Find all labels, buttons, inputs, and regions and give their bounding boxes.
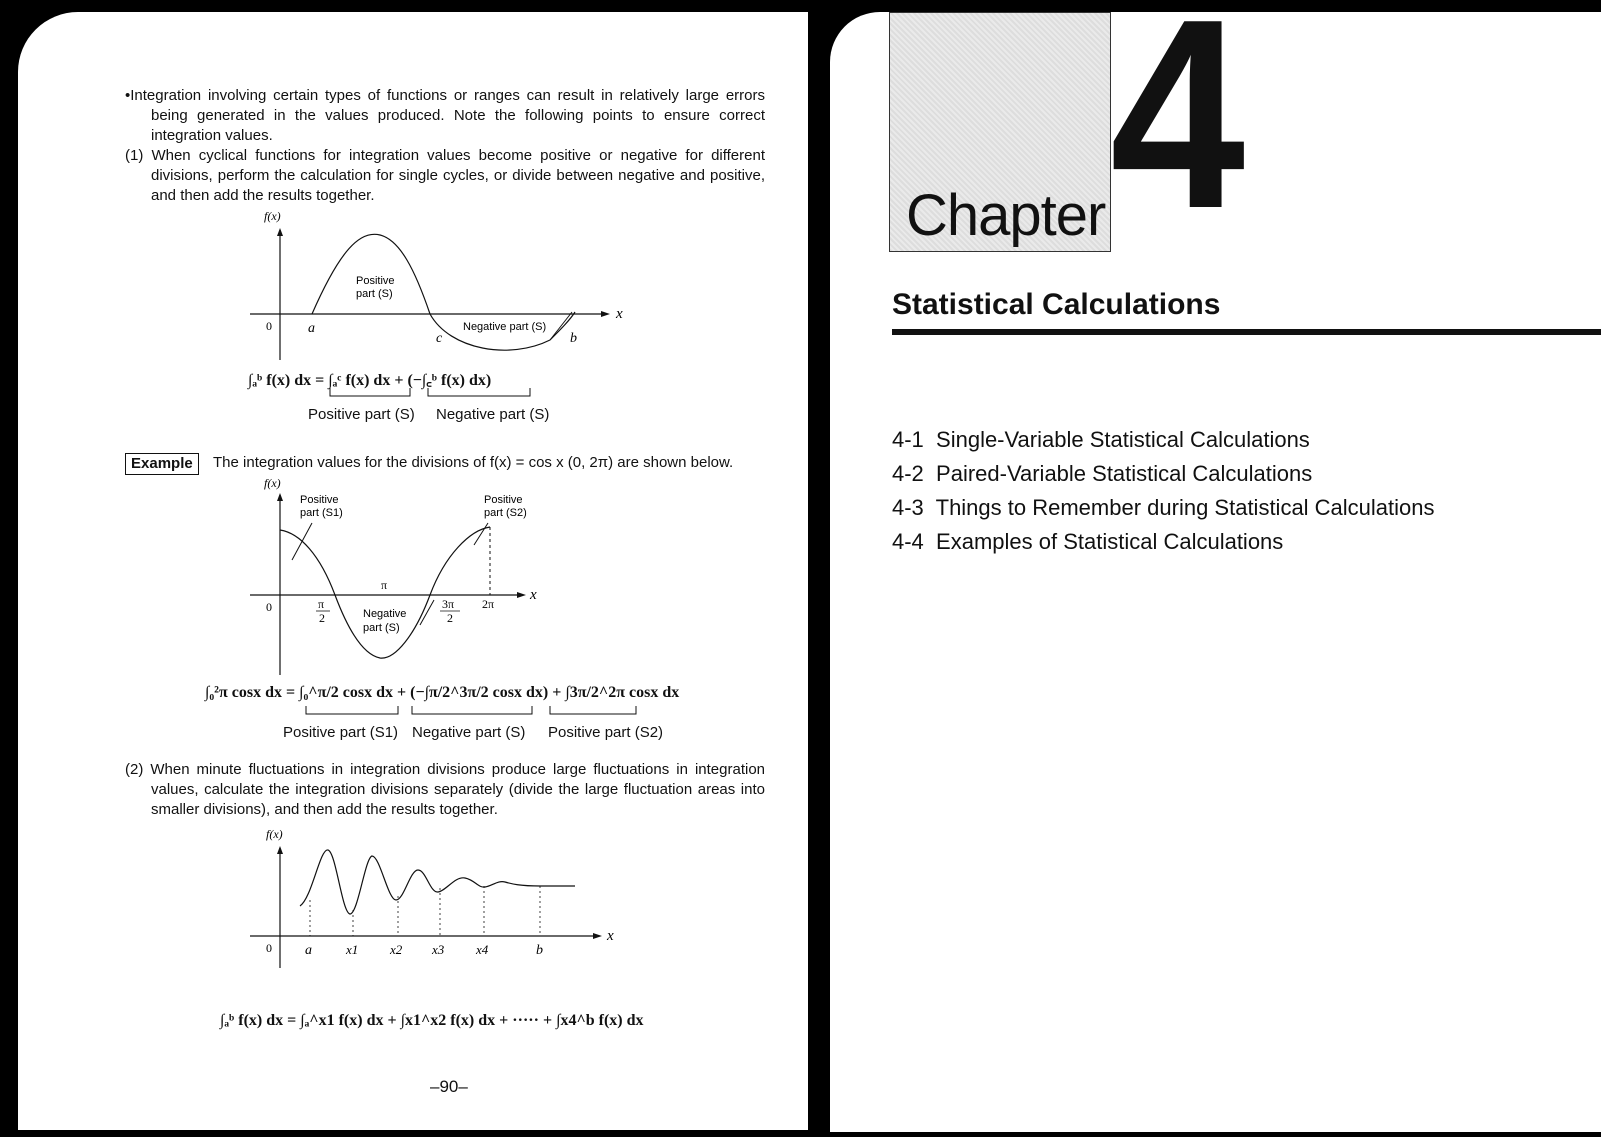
graph2-pi-half-num: π [318, 597, 325, 611]
graph2-pi-half-den: 2 [319, 611, 325, 625]
toc-title: Single-Variable Statistical Calculations [936, 427, 1310, 452]
point-2-paragraph: (2) When minute fluctuations in integration divisions produce large fluctuations in integration values, calculate the integration divisions separately (divide the large fluctuation areas into smaller divisions), and then add the results together. [125, 761, 765, 818]
graph2-2pi: 2π [482, 597, 495, 611]
graph1-b: b [570, 331, 577, 346]
toc-item [892, 495, 1435, 521]
graph1-pos-label-2: part (S) [356, 288, 393, 300]
toc-item [892, 427, 1310, 453]
toc-item [892, 529, 1283, 555]
formula-2: ∫₀²π cosx dx = ∫₀^π/2 cosx dx + (−∫π/2^3π/2 cosx dx) + ∫3π/2^2π cosx dx [205, 684, 680, 701]
formula2-caption-pos1: Positive part (S1) [283, 724, 399, 741]
formula2-caption-neg: Negative part (S) [412, 724, 526, 741]
formula1-brackets [300, 388, 540, 400]
chapter-number: 4 [1110, 0, 1246, 265]
example-text: The integration values for the divisions of f(x) = cos x (0, 2π) are shown below. [213, 454, 734, 471]
intro-paragraph: •Integration involving certain types of functions or ranges can result in relatively large errors being generated in the values produced. Note the following points to ensure correct integration values. [125, 87, 765, 144]
toc-item [892, 461, 1312, 487]
graph3-a: a [305, 943, 312, 958]
toc-number: 4-3 [892, 495, 924, 520]
graph1-pos-label-1: Positive [356, 275, 395, 287]
graph3-x3: x3 [432, 942, 445, 957]
graph3-b: b [536, 943, 543, 958]
graph2-origin: 0 [266, 600, 272, 614]
toc-number: 4-1 [892, 427, 924, 452]
graph-cosine [250, 475, 550, 675]
chapter-title: Statistical Calculations [892, 288, 1221, 321]
graph-positive-negative [250, 210, 630, 360]
chapter-title-rule [892, 329, 1601, 335]
point-1-paragraph: (1) When cyclical functions for integration values become positive or negative for different divisions, perform the calculation for single cycles, or divide between negative and positive, and then add the results together. [125, 147, 765, 204]
graph3-x4: x4 [476, 942, 489, 957]
formula2-caption-pos2: Positive part (S2) [548, 724, 664, 741]
graph2-neg-2: part (S) [363, 622, 400, 634]
graph3-origin: 0 [266, 941, 272, 955]
graph2-pi: π [381, 578, 388, 592]
formula2-brackets [300, 706, 650, 718]
example-label: Example [125, 453, 199, 475]
graph2-y-label: f(x) [264, 476, 281, 490]
graph2-3pi-den: 2 [447, 611, 453, 625]
chapter-word: Chapter [906, 183, 1106, 248]
graph2-x-label: x [530, 587, 537, 603]
toc-title: Examples of Statistical Calculations [936, 529, 1284, 554]
toc-number: 4-2 [892, 461, 924, 486]
graph2-pos1-2: part (S1) [300, 507, 343, 519]
formula1-caption-negative: Negative part (S) [436, 406, 550, 423]
graph2-neg-1: Negative [363, 608, 407, 620]
graph3-x1: x1 [346, 942, 359, 957]
graph1-origin: 0 [266, 319, 272, 333]
graph-fluctuation [250, 828, 630, 968]
formula-3: ∫ₐᵇ f(x) dx = ∫ₐ^x1 f(x) dx + ∫x1^x2 f(x) dx + ····· + ∫x4^b f(x) dx [220, 1012, 644, 1029]
page-number: –90– [430, 1077, 468, 1096]
toc-title: Paired-Variable Statistical Calculations [936, 461, 1313, 486]
graph1-x-label: x [616, 306, 623, 322]
graph1-a: a [308, 321, 315, 336]
graph3-x2: x2 [390, 942, 403, 957]
graph2-pos2-1: Positive [484, 494, 523, 506]
graph1-neg-label: Negative part (S) [463, 321, 547, 333]
graph1-y-label: f(x) [264, 209, 281, 223]
toc-number: 4-4 [892, 529, 924, 554]
graph2-pos2-2: part (S2) [484, 507, 527, 519]
graph3-y-label: f(x) [266, 827, 283, 841]
graph1-c: c [436, 331, 443, 346]
graph2-3pi-num: 3π [442, 597, 455, 611]
graph2-pos1-1: Positive [300, 494, 339, 506]
formula1-caption-positive: Positive part (S) [308, 406, 415, 423]
formula-1: ∫ₐᵇ f(x) dx = ∫ₐᶜ f(x) dx + (−∫꜀ᵇ f(x) dx) [248, 372, 492, 389]
graph3-x-label: x [607, 928, 614, 944]
toc-title: Things to Remember during Statistical Calculations [935, 495, 1435, 520]
